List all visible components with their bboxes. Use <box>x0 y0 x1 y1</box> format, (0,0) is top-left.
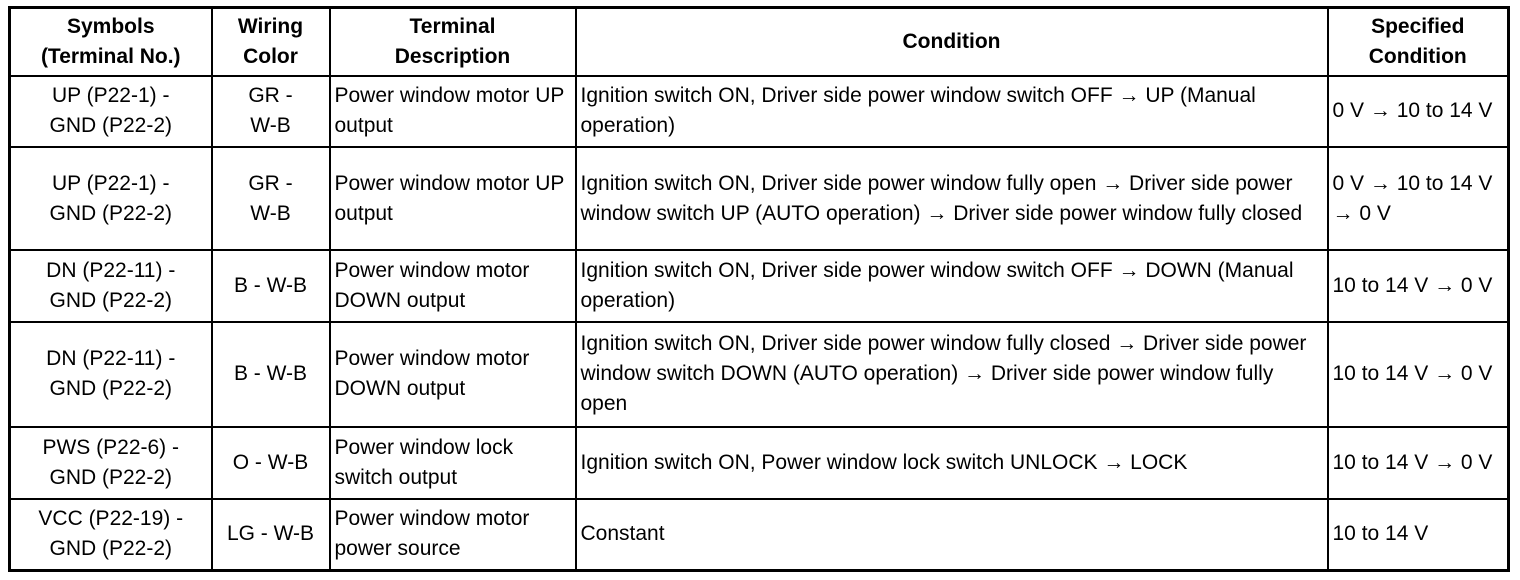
terminal-inspection-table <box>8 6 1510 572</box>
specified-condition-cell: 0 V → 10 to 14 V → 0 V <box>1328 147 1509 250</box>
table-row <box>10 427 1509 498</box>
specified-condition-cell: 0 V → 10 to 14 V <box>1328 76 1509 147</box>
wiring-color-cell: GR - W-B <box>212 76 330 147</box>
terminal-description-cell: Power window motor DOWN output <box>330 322 576 428</box>
wiring-color-cell: B - W-B <box>212 250 330 321</box>
header-specified-condition: Specified Condition <box>1328 8 1509 76</box>
wiring-color-cell: B - W-B <box>212 322 330 428</box>
terminal-description-cell: Power window motor power source <box>330 499 576 571</box>
terminal-description-cell: Power window lock switch output <box>330 427 576 498</box>
symbols-cell: UP (P22-1) - GND (P22-2) <box>10 147 212 250</box>
condition-cell: Constant <box>576 499 1328 571</box>
header-condition: Condition <box>576 8 1328 76</box>
table-header-row <box>10 8 1509 76</box>
terminal-description-cell: Power window motor UP output <box>330 76 576 147</box>
header-wiring-color: Wiring Color <box>212 8 330 76</box>
condition-cell: Ignition switch ON, Driver side power window fully open → Driver side power window switch UP (AUTO operation) → Driver side power window fully closed <box>576 147 1328 250</box>
condition-cell: Ignition switch ON, Driver side power window fully closed → Driver side power window switch DOWN (AUTO operation) → Driver side power window fully open <box>576 322 1328 428</box>
wiring-color-cell: LG - W-B <box>212 499 330 571</box>
specified-condition-cell: 10 to 14 V → 0 V <box>1328 322 1509 428</box>
symbols-cell: DN (P22-11) - GND (P22-2) <box>10 322 212 428</box>
specified-condition-cell: 10 to 14 V → 0 V <box>1328 250 1509 321</box>
symbols-cell: VCC (P22-19) - GND (P22-2) <box>10 499 212 571</box>
header-symbols: Symbols (Terminal No.) <box>10 8 212 76</box>
table-row <box>10 499 1509 571</box>
symbols-cell: PWS (P22-6) - GND (P22-2) <box>10 427 212 498</box>
table-row <box>10 76 1509 147</box>
header-terminal-description: Terminal Description <box>330 8 576 76</box>
terminal-description-cell: Power window motor UP output <box>330 147 576 250</box>
terminal-description-cell: Power window motor DOWN output <box>330 250 576 321</box>
condition-cell: Ignition switch ON, Driver side power window switch OFF → UP (Manual operation) <box>576 76 1328 147</box>
table-row <box>10 322 1509 428</box>
condition-cell: Ignition switch ON, Power window lock switch UNLOCK → LOCK <box>576 427 1328 498</box>
wiring-color-cell: GR - W-B <box>212 147 330 250</box>
specified-condition-cell: 10 to 14 V <box>1328 499 1509 571</box>
symbols-cell: DN (P22-11) - GND (P22-2) <box>10 250 212 321</box>
specified-condition-cell: 10 to 14 V → 0 V <box>1328 427 1509 498</box>
condition-cell: Ignition switch ON, Driver side power window switch OFF → DOWN (Manual operation) <box>576 250 1328 321</box>
table-row <box>10 147 1509 250</box>
symbols-cell: UP (P22-1) - GND (P22-2) <box>10 76 212 147</box>
wiring-color-cell: O - W-B <box>212 427 330 498</box>
table-row <box>10 250 1509 321</box>
